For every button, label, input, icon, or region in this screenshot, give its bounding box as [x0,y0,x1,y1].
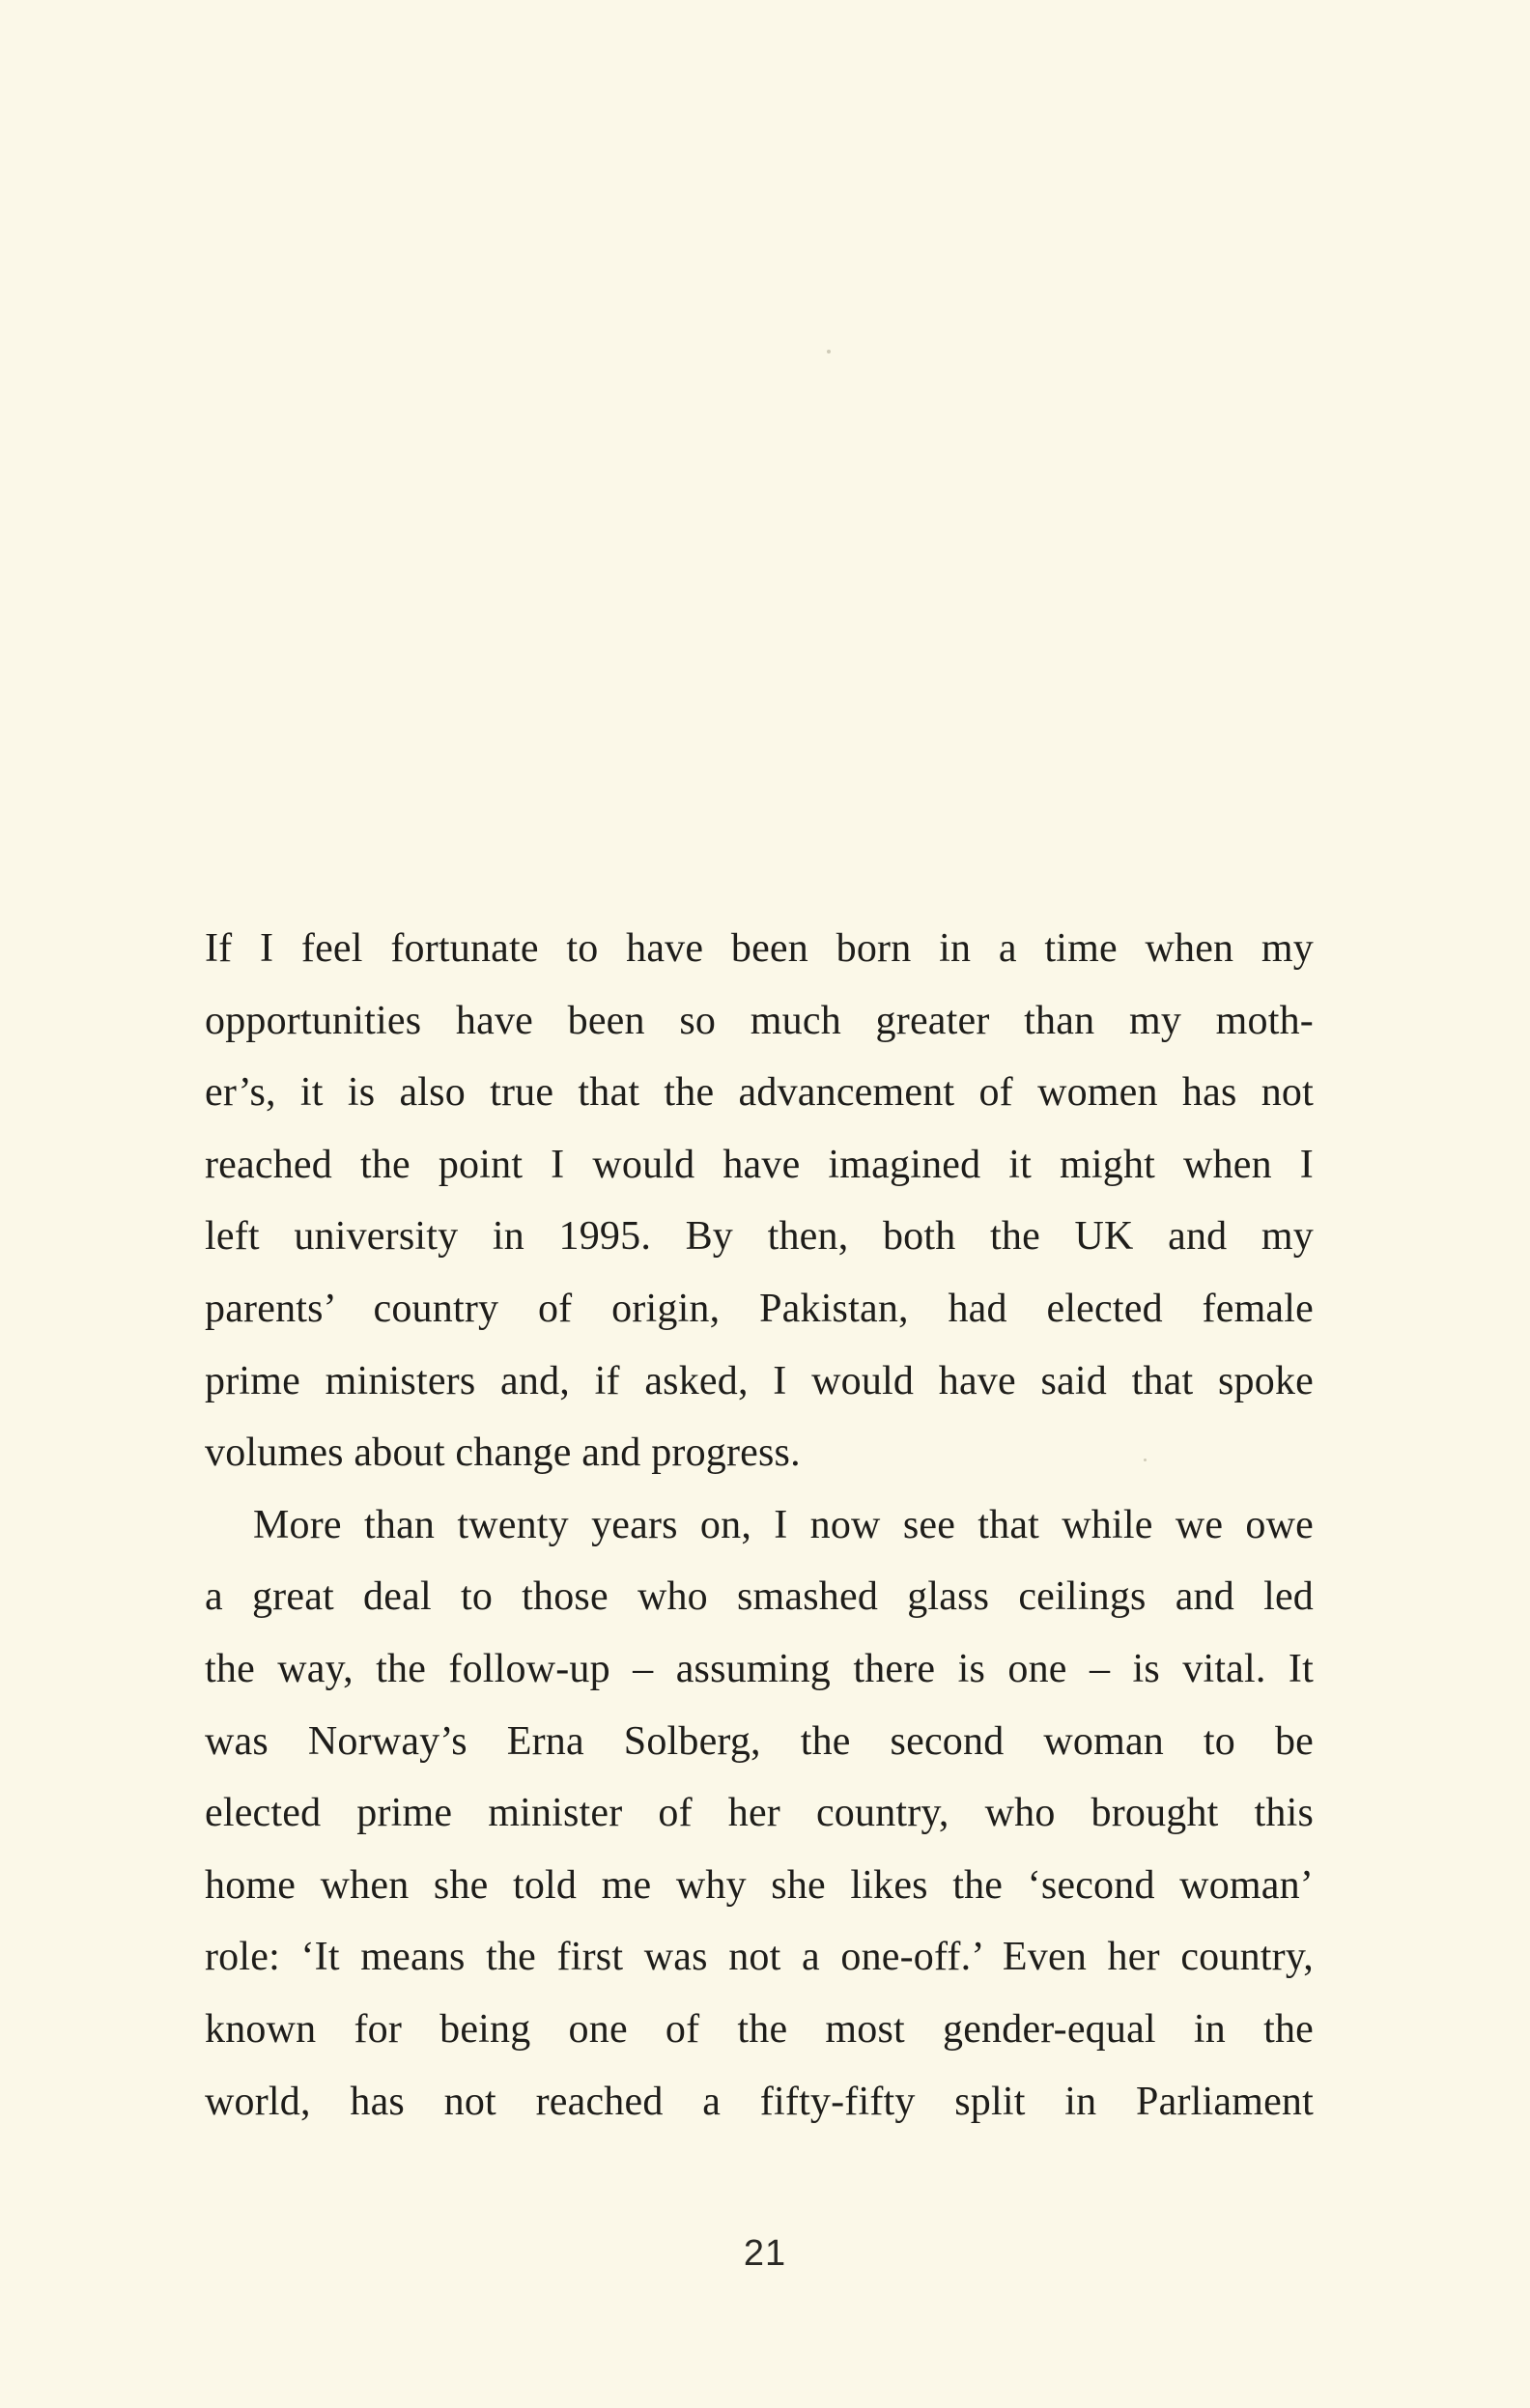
text-line: elected prime minister of her country, who brought this [205,1791,1314,1836]
paragraph-2 [205,1489,1314,2138]
scan-speck [827,350,831,354]
paragraph-1 [205,913,1314,1489]
text-line: parents’ country of origin, Pakistan, had elected female [205,1286,1314,1331]
text-line: the way, the follow-up – assuming there is one – is vital. It [205,1646,1314,1691]
text-line: role: ‘It means the first was not a one-off.’ Even her country, [205,1935,1314,1980]
text-line: home when she told me why she likes the ‘second woman’ [205,1862,1314,1908]
text-line: left university in 1995. By then, both the UK and my [205,1214,1314,1260]
text-line: If I feel fortunate to have been born in a time when my [205,926,1314,971]
body-text [205,913,1314,2138]
text-line: er’s, it is also true that the advancement of women has not [205,1070,1314,1116]
text-line: volumes about change and progress. [205,1431,801,1476]
text-line: opportunities have been so much greater than my moth- [205,998,1314,1043]
text-line: was Norway’s Erna Solberg, the second woman to be [205,1718,1314,1764]
page-number: 21 [743,2233,787,2274]
text-line: known for being one of the most gender-equal in the [205,2006,1314,2052]
text-line: More than twenty years on, I now see that while we owe [253,1502,1314,1547]
text-line: prime ministers and, if asked, I would have said that spoke [205,1358,1314,1403]
text-line: reached the point I would have imagined it might when I [205,1142,1314,1187]
text-line: a great deal to those who smashed glass ceilings and led [205,1574,1314,1620]
text-line: world, has not reached a fifty-fifty split in Parliament [205,2079,1314,2124]
